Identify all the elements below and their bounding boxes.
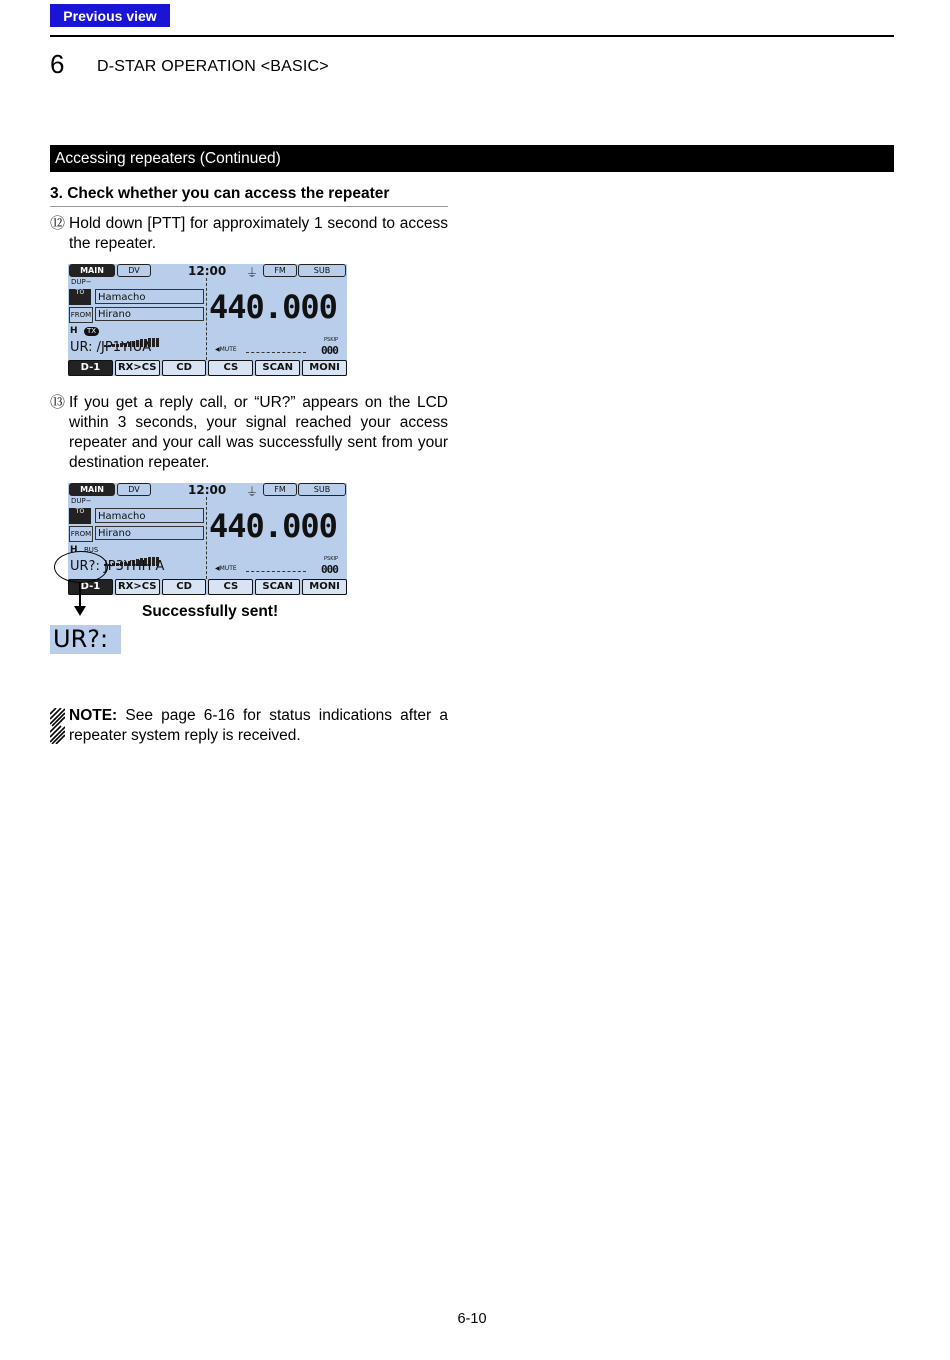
success-caption: Successfully sent! (142, 603, 279, 620)
antenna-icon: ⏚ (246, 485, 259, 499)
antenna-icon: ⏚ (246, 266, 259, 280)
mute-indicator: ◀MUTE (215, 565, 237, 572)
instruction-13 (50, 393, 448, 473)
key-moni[interactable]: MONI (302, 360, 347, 376)
chapter-title: D-STAR OPERATION <BASIC> (97, 58, 329, 75)
to-label: TO (69, 508, 91, 524)
frequency-display: 440.000 (209, 507, 337, 545)
mute-label: MUTE (219, 565, 237, 572)
key-scan[interactable]: SCAN (255, 360, 300, 376)
divider (206, 278, 208, 360)
key-cd[interactable]: CD (162, 579, 207, 595)
power-indicator: H (70, 545, 78, 555)
step-number: ⑫ (50, 215, 66, 232)
divider (206, 497, 208, 579)
ur-zoom-display: UR?: (50, 625, 121, 654)
busy-indicator: BUS (84, 546, 99, 554)
power-indicator: H (70, 326, 78, 336)
mode-badge: DV (117, 264, 151, 277)
key-cs[interactable]: CS (208, 360, 253, 376)
function-keys (68, 579, 347, 595)
duplex-indicator: DUP− (71, 278, 92, 286)
ur-call-display: UR: /JP1YIUA (70, 340, 152, 355)
instruction-text: If you get a reply call, or “UR?” appears on the LCD within 3 seconds, your signal reached your access repeater and your call was successfully sent from your destination repeater. (69, 394, 448, 471)
frequency-display: 440.000 (209, 288, 337, 326)
step-title: 3. Check whether you can access the repeater (50, 185, 448, 207)
chapter-number: 6 (50, 49, 65, 79)
lcd-screen-transmit (68, 264, 347, 376)
sq-digits: 000 (321, 344, 338, 357)
key-cs[interactable]: CS (208, 579, 253, 595)
note-label: NOTE: (69, 707, 118, 724)
note-body: See page 6-16 for status indications after a repeater system reply is received. (69, 707, 448, 744)
pskip-label: PSKIP (324, 337, 338, 343)
sub-badge: SUB (298, 483, 346, 496)
note-hatch-icon (50, 708, 65, 744)
from-value: Hirano (95, 526, 204, 540)
mute-indicator: ◀MUTE (215, 346, 237, 353)
instruction-text: Hold down [PTT] for approximately 1 second to access the repeater. (69, 215, 448, 252)
note-text (69, 706, 448, 746)
ur-call-display: UR?: JP3YHH A (70, 559, 165, 574)
instruction-12 (50, 214, 448, 254)
mute-line (246, 571, 306, 572)
fm-badge: FM (263, 483, 297, 496)
key-d1[interactable]: D-1 (68, 579, 113, 595)
arrow-down-icon (74, 606, 86, 616)
to-label: TO (69, 289, 91, 305)
main-badge: MAIN (69, 483, 115, 496)
key-scan[interactable]: SCAN (255, 579, 300, 595)
step-number: ⑬ (50, 394, 66, 411)
to-value: Hamacho (95, 289, 204, 304)
tx-indicator: TX (84, 327, 99, 336)
to-value: Hamacho (95, 508, 204, 523)
previous-view-button[interactable]: Previous view (50, 4, 170, 27)
key-d1[interactable]: D-1 (68, 360, 113, 376)
from-label: FROM (69, 307, 93, 323)
sq-digits: 000 (321, 563, 338, 576)
key-cd[interactable]: CD (162, 360, 207, 376)
from-value: Hirano (95, 307, 204, 321)
key-rx-cs[interactable]: RX>CS (115, 360, 160, 376)
fm-badge: FM (263, 264, 297, 277)
main-badge: MAIN (69, 264, 115, 277)
duplex-indicator: DUP− (71, 497, 92, 505)
mute-line (246, 352, 306, 353)
clock: 12:00 (188, 264, 227, 278)
key-moni[interactable]: MONI (302, 579, 347, 595)
highlight-circle (54, 551, 108, 583)
lcd-screen-reply (68, 483, 347, 595)
section-title: Accessing repeaters (Continued) (50, 145, 894, 172)
from-label: FROM (69, 526, 93, 542)
key-rx-cs[interactable]: RX>CS (115, 579, 160, 595)
sub-badge: SUB (298, 264, 346, 277)
clock: 12:00 (188, 483, 227, 497)
header-rule (50, 35, 894, 37)
page-number: 6-10 (457, 1311, 487, 1327)
mode-badge: DV (117, 483, 151, 496)
mute-label: MUTE (219, 346, 237, 353)
pskip-label: PSKIP (324, 556, 338, 562)
function-keys (68, 360, 347, 376)
